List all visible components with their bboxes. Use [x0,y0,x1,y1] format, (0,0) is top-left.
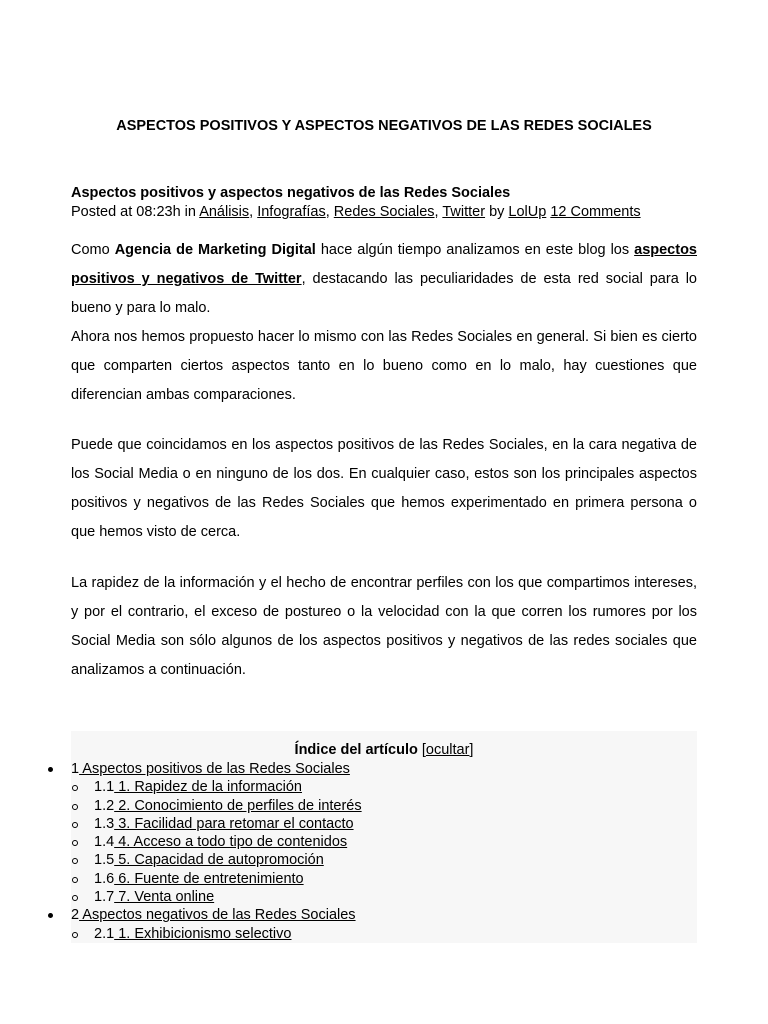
toc-link[interactable]: 3. Facilidad para retomar el contacto [114,815,354,832]
table-of-contents [71,731,697,943]
toc-link[interactable]: 1. Rapidez de la información [114,779,302,796]
toc-item: 2 Aspectos negativos de las Redes Sociales [71,906,697,924]
agency-bold-text: Agencia de Marketing Digital [114,242,316,258]
circle-bullet-icon [72,785,78,791]
toc-link[interactable]: Aspectos positivos de las Redes Sociales [79,761,350,777]
category-link-analisis[interactable]: Análisis [199,204,250,220]
toc-link[interactable]: 5. Capacidad de autopromoción [114,852,324,869]
toc-item: 1.2 2. Conocimiento de perfiles de interés [71,797,697,815]
category-link-twitter[interactable]: Twitter [442,204,486,220]
author-link[interactable]: LolUp [508,204,547,220]
toc-item: 1.4 4. Acceso a todo tipo de contenidos [71,833,697,851]
toc-link[interactable]: 7. Venta online [114,889,215,906]
toc-link[interactable]: 4. Acceso a todo tipo de contenidos [114,834,348,851]
circle-bullet-icon [72,840,78,846]
toc-link[interactable]: 2. Conocimiento de perfiles de interés [114,797,362,814]
intro-paragraph [71,236,697,410]
circle-bullet-icon [72,858,78,864]
toc-list [71,760,697,943]
toc-item: 2.1 1. Exhibicionismo selectivo [71,925,697,943]
toc-item: 1.7 7. Venta online [71,888,697,906]
toc-header: Índice del artículo [ocultar] [294,742,474,758]
toc-link[interactable]: 6. Fuente de entretenimiento [114,870,304,887]
intro-text-second: Ahora nos hemos propuesto hacer lo mismo con las Redes Sociales en general. Si bien es cierto que comparten ciertos aspectos tanto en lo bueno como en lo malo, hay cuestiones que diferencian ambas comparaciones. [71,329,697,403]
circle-bullet-icon [72,895,78,901]
paragraph-2 [71,431,697,547]
toc-item: 1.5 5. Capacidad de autopromoción [71,851,697,869]
toc-link[interactable]: Aspectos negativos de las Redes Sociales [79,907,356,924]
comments-link[interactable]: 12 Comments [550,204,641,220]
circle-bullet-icon [72,822,78,828]
circle-bullet-icon [72,877,78,883]
toc-link[interactable]: 1. Exhibicionismo selectivo [114,925,292,942]
posted-prefix: Posted at 08:23h in [71,204,200,220]
toc-toggle-link[interactable]: ocultar [425,742,470,758]
toc-item: 1.3 3. Facilidad para retomar el contacto [71,815,697,833]
category-link-infografias[interactable]: Infografías [257,204,326,220]
toc-item: 1.6 6. Fuente de entretenimiento [71,870,697,888]
toc-item: 1.1 1. Rapidez de la información [71,778,697,796]
paragraph-3 [71,569,697,685]
by-text: by [485,204,509,220]
category-link-redes-sociales[interactable]: Redes Sociales [333,204,435,220]
article-header [71,184,697,222]
toc-item: 1 Aspectos positivos de las Redes Sociales [71,760,697,778]
circle-bullet-icon [72,804,78,810]
toc-title: Índice del artículo [294,742,418,758]
intro-text: Como Agencia de Marketing Digital hace algún tiempo analizamos en este blog los aspectos positivos y negativos de Twitter, destacando las peculiaridades de esta red social para lo bueno y para lo malo. [71,242,697,316]
article-heading: Aspectos positivos y aspectos negativos de las Redes Sociales [71,185,511,201]
document-title: ASPECTOS POSITIVOS Y ASPECTOS NEGATIVOS DE LAS REDES SOCIALES [116,118,652,134]
paragraph-3-text: La rapidez de la información y el hecho de encontrar perfiles con los que compartimos intereses, y por el contrario, el exceso de postureo o la velocidad con la que corren los rumores por los Social Media son sólo algunos de los aspectos positivos y negativos de las redes sociales que analizamos a continuación. [71,575,697,678]
bullet-icon [48,767,53,772]
bullet-icon [48,913,53,918]
circle-bullet-icon [72,932,78,938]
twitter-article-link[interactable]: aspectos positivos y negativos de Twitter [71,242,697,287]
paragraph-2-text: Puede que coincidamos en los aspectos positivos de las Redes Sociales, en la cara negativa de los Social Media o en ninguno de los dos. En cualquier caso, estos son los principales aspectos positivos y negativos de las Redes Sociales que hemos experimentado en primera persona o que hemos visto de cerca. [71,437,697,540]
post-meta: Posted at 08:23h in Análisis, Infografías, Redes Sociales, Twitter by LolUp 12 Comments [71,204,641,220]
